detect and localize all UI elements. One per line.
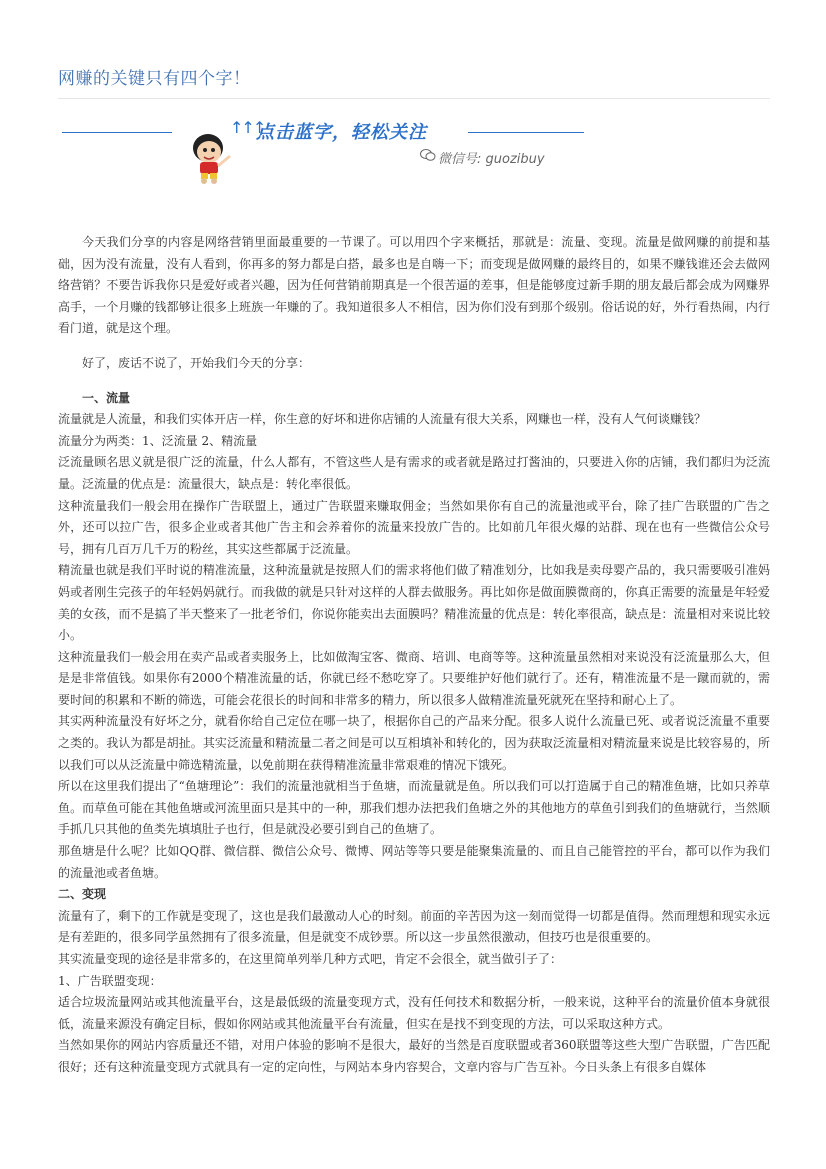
paragraph: 那鱼塘是什么呢？比如QQ群、微信群、微信公众号、微博、网站等等只要是能聚集流量的、而且自己能管控的平台，都可以作为我们的流量池或者鱼塘。 — [58, 844, 770, 880]
intro-paragraph: 今天我们分享的内容是网络营销里面最重要的一节课了。可以用四个字来概括，那就是：流量、变现。流量是做网赚的前提和基础，因为没有流量，没有人看到，你再多的努力都是白搭，最多也是自嗨一下；而变现是做网赚的最终目的，如果不赚钱谁还会去做网络营销？不要告诉我你只是爱好或者兴趣，因为任何营销前期真是一个很苦逼的差事，但是能够度过新手期的朋友最后都会成为网赚界高手，一个月赚的钱都够让很多上班族一年赚的了。我知道很多人不相信，因为你们没有到那个级别。俗话说的好，外行看热闹，内行看门道，就是这个理。 — [58, 235, 770, 336]
paragraph: 流量就是人流量，和我们实体开店一样，你生意的好坏和进你店铺的人流量有很大关系，网赚也一样，没有人气何谈赚钱？ — [58, 412, 707, 427]
paragraph: 所以在这里我们提出了“鱼塘理论”：我们的流量池就相当于鱼塘，而流量就是鱼。所以我们可以打造属于自己的精准鱼塘，比如只养草鱼。而草鱼可能在其他鱼塘或河流里面只是其中的一种，那我们想办法把我们鱼塘之外的其他地方的草鱼引到我们的鱼塘就行，当然顺手抓几只其他的鱼类先填填肚子也行，但是就没必要引到自己的鱼塘了。 — [58, 779, 770, 837]
paragraph: 流量分为两类：1、泛流量 2、精流量 — [58, 433, 258, 448]
title-divider — [58, 98, 770, 99]
paragraph: 这种流量我们一般会用在操作广告联盟上，通过广告联盟来赚取佣金；当然如果你有自己的流量池或平台，除了挂广告联盟的广告之外，还可以拉广告，很多企业或者其他广告主和会养着你的流量来投放广告的。比如前几年很火爆的站群、现在也有一些微信公众号号，拥有几百万几千万的粉丝，其实这些都属于泛流量。 — [58, 498, 770, 556]
paragraph: 1、广告联盟变现： — [58, 973, 162, 988]
banner-headline[interactable]: 点击蓝字，轻松关注 — [256, 122, 427, 143]
paragraph: 这种流量我们一般会用在卖产品或者卖服务上，比如做淘宝客、微商、培训、电商等等。这种流量虽然相对来说没有泛流量那么大，但是是非常值钱。如果你有2000个精准流量的话，你就已经不愁吃穿了。只要维护好他们就行了。还有，精准流量不是一蹴而就的，需要时间的积累和不断的筛选，可能会花很长的时间和非常多的精力，所以很多人做精准流量死就死在坚持和耐心上了。 — [58, 649, 770, 707]
wechat-id: 微信号: guozibuy — [438, 152, 545, 167]
paragraph: 适合垃圾流量网站或其他流量平台，这是最低级的流量变现方式，没有任何技术和数据分析，一般来说，这种平台的流量价值本身就很低，流量来源没有确定目标，假如你网站或其他流量平台有流量，但实在是找不到变现的方法，可以采取这种方式。 — [58, 995, 770, 1031]
section-heading-traffic: 一、流量 — [82, 390, 131, 405]
lead-paragraph: 好了，废话不说了，开始我们今天的分享： — [82, 355, 311, 370]
paragraph: 其实流量变现的途径是非常多的，在这里简单列举几种方式吧，肯定不会很全，就当做引子了： — [58, 952, 563, 966]
paragraph: 其实两种流量没有好坏之分，就看你给自己定位在哪一块了，根据你自己的产品来分配。很多人说什么流量已死、或者说泛流量不重要之类的。我认为都是胡扯。其实泛流量和精流量二者之间是可以互相填补和转化的，因为获取泛流量相对精流量来说是比较容易的，所以我们可以从泛流量中筛选精流量，以免前期在获得精准流量非常艰难的情况下饿死。 — [58, 714, 770, 772]
article-title: 网赚的关键只有四个字！ — [58, 69, 251, 89]
paragraph: 当然如果你的网站内容质量还不错，对用户体验的影响不是很大，最好的当然是百度联盟或者360联盟等这些大型广告联盟，广告匹配很好；还有这种流量变现方式就具有一定的定向性，与网站本身内容契合，文章内容与广告互补。今日头条上有很多自媒体 — [58, 1038, 770, 1074]
paragraph: 流量有了，剩下的工作就是变现了，这也是我们最激动人心的时刻。前面的辛苦因为这一刻而觉得一切都是值得。然而理想和现实永远是有差距的，很多同学虽然拥有了很多流量，但是就变不成钞票。所以这一步虽然很激动，但技巧也是很重要的。 — [58, 908, 770, 945]
wechat-icon — [420, 148, 436, 162]
paragraph: 泛流量顾名思义就是很广泛的流量，什么人都有，不管这些人是有需求的或者就是路过打酱油的，只要进入你的店铺，我们都归为泛流量。泛流量的优点是：流量很大，缺点是：转化率很低。 — [58, 455, 770, 491]
article-body — [58, 232, 770, 1079]
paragraph: 精流量也就是我们平时说的精准流量，这种流量就是按照人们的需求将他们做了精准划分，比如我是卖母婴产品的，我只需要吸引准妈妈或者刚生完孩子的年轻妈妈就行。而我做的就是只针对这样的人群去做服务。再比如你是做面膜微商的，你真正需要的流量是年轻爱美的女孩，而不是搞了半天整来了一批老爷们，你说你能卖出去面膜吗？精准流量的优点是：转化率很高，缺点是：流量相对来说比较小。 — [58, 563, 770, 643]
up-arrows-icon: ↑↑↑ — [230, 118, 265, 137]
section-heading-monetization: 二、变现 — [58, 887, 107, 902]
banner-line-right — [468, 132, 584, 133]
banner-line-left — [62, 132, 172, 133]
follow-banner[interactable] — [58, 112, 598, 192]
